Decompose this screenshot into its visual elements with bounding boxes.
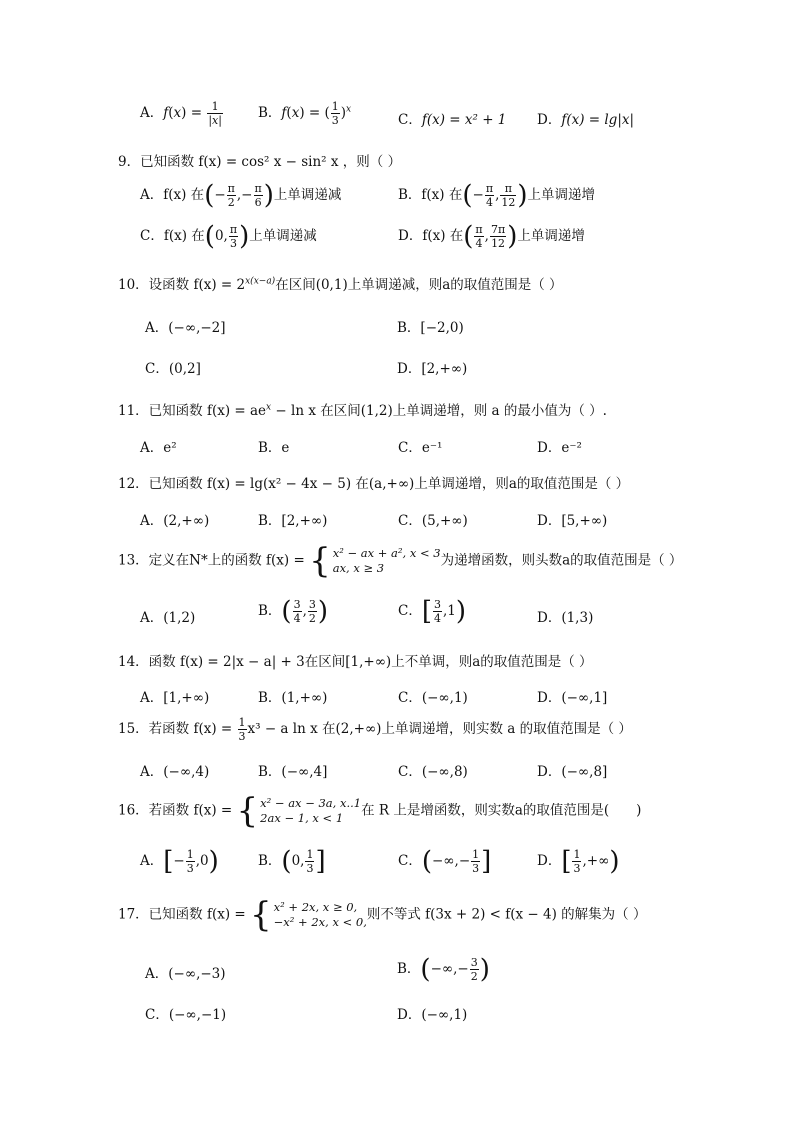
question-text: 11．已知函数 $f(x) = ae^x - \ln x$ 在区间(1,2)上单调递增，则 a 的最小值为（ ）.: [118, 402, 607, 419]
q15-option-b[interactable]: B．(−∞,4]: [258, 764, 328, 780]
q12-option-b[interactable]: B．[2,+∞): [258, 513, 328, 529]
q8-option-a[interactable]: A．f(x) = $\frac{1}{|x|}$: [140, 100, 222, 127]
q9-option-d[interactable]: D．f(x) 在( $\frac{\pi}{4}$ , $\frac{7\pi}{12}$ )上单调递增: [398, 221, 585, 252]
q11-option-d[interactable]: D．e⁻²: [537, 440, 582, 456]
q17-option-c[interactable]: C．(−∞,−1): [145, 1007, 227, 1023]
q8-option-d[interactable]: D．f(x) = lg|x|: [537, 112, 635, 128]
q8-option-c[interactable]: C．f(x) = x² + 1: [398, 112, 507, 128]
q12-option-a[interactable]: A．(2,+∞): [140, 513, 210, 529]
q10-option-d[interactable]: D．[2,+∞): [397, 361, 468, 377]
q15-option-d[interactable]: D．(−∞,8]: [537, 764, 608, 780]
q14-option-a[interactable]: A．[1,+∞): [140, 690, 210, 706]
q11-option-b[interactable]: B．e: [258, 440, 290, 456]
question-text: 15．若函数 f(x) = $\frac{1}{3}$ x³ − a ln x 在(2,+∞)上单调递增，则实数 a 的取值范围是（ ）: [118, 716, 632, 743]
q16-option-b[interactable]: B．(0, $\frac{1}{3}$ ]: [258, 846, 326, 877]
q9-option-a[interactable]: A．f(x) 在(− $\frac{\pi}{2}$ ,− $\frac{\pi}{6}$ )上单调递减: [140, 180, 342, 211]
q15-option-c[interactable]: C．(−∞,8): [398, 764, 468, 780]
q13-option-c[interactable]: C．[ $\frac{3}{4}$ ,1): [398, 596, 467, 627]
q13-option-d[interactable]: D．(1,3): [537, 610, 594, 626]
q9-option-c[interactable]: C．f(x) 在(0, $\frac{\pi}{3}$ )上单调递减: [140, 221, 317, 252]
q10-option-a[interactable]: A．(−∞,−2]: [145, 320, 226, 336]
q15-option-a[interactable]: A．(−∞,4): [140, 764, 210, 780]
q14-option-b[interactable]: B．(1,+∞): [258, 690, 328, 706]
question-text: 12．已知函数 f(x) = lg(x² − 4x − 5) 在(a,+∞)上单调递增，则a的取值范围是（ ）: [118, 476, 630, 492]
question-text: 10．设函数 $f(x) = 2^{x(x-a)}$在区间(0,1)上单调递减，则a的取值范围是（ ）: [118, 276, 563, 293]
q17-option-b[interactable]: B．(−∞,− $\frac{3}{2}$ ): [397, 954, 490, 985]
q10-option-b[interactable]: B．[−2,0): [397, 320, 464, 336]
q12-option-d[interactable]: D．[5,+∞): [537, 513, 608, 529]
q9-option-b[interactable]: B．f(x) 在(− $\frac{\pi}{4}$ , $\frac{\pi}{12}$ )上单调递增: [398, 180, 596, 211]
q13-option-b[interactable]: B．( $\frac{3}{4}$ , $\frac{3}{2}$ ): [258, 596, 329, 627]
question-text: 17．已知函数 f(x) = { x² + 2x, x ≥ 0, −x² + 2x, x < 0, 则不等式 f(3x + 2) < f(x − 4) 的解集为（ ）: [118, 895, 647, 935]
q11-option-c[interactable]: C．e⁻¹: [398, 440, 443, 456]
q8-option-b[interactable]: B．f(x) = ( $\frac{1}{3}$ )$^x$: [258, 100, 352, 127]
q16-option-c[interactable]: C．(−∞,− $\frac{1}{3}$ ]: [398, 846, 492, 877]
question-text: 13．定义在N*上的函数 f(x) = { x² − ax + a², x < 3 ax, x ≥ 3 为递增函数，则头数a的取值范围是（ ）: [118, 541, 683, 581]
q14-option-c[interactable]: C．(−∞,1): [398, 690, 468, 706]
q12-option-c[interactable]: C．(5,+∞): [398, 513, 468, 529]
q17-option-a[interactable]: A．(−∞,−3): [145, 966, 226, 982]
q17-option-d[interactable]: D．(−∞,1): [397, 1007, 468, 1023]
q16-option-d[interactable]: D．[ $\frac{1}{3}$ ,+∞): [537, 846, 620, 877]
question-text: 9．已知函数 f(x) = cos² x − sin² x ，则（ ）: [118, 154, 402, 170]
q16-option-a[interactable]: A．[− $\frac{1}{3}$ ,0): [140, 846, 219, 877]
question-text: 16．若函数 f(x) = { x² − ax − 3a, x..1 2ax − 1, x < 1 在 R 上是增函数，则实数a的取值范围是( ): [118, 791, 642, 831]
q11-option-a[interactable]: A．e²: [140, 440, 177, 456]
q14-option-d[interactable]: D．(−∞,1]: [537, 690, 608, 706]
q10-option-c[interactable]: C．(0,2]: [145, 361, 201, 377]
question-text: 14．函数 f(x) = 2|x − a| + 3在区间[1,+∞)上不单调，则a的取值范围是（ ）: [118, 654, 593, 670]
q13-option-a[interactable]: A．(1,2): [140, 610, 196, 626]
